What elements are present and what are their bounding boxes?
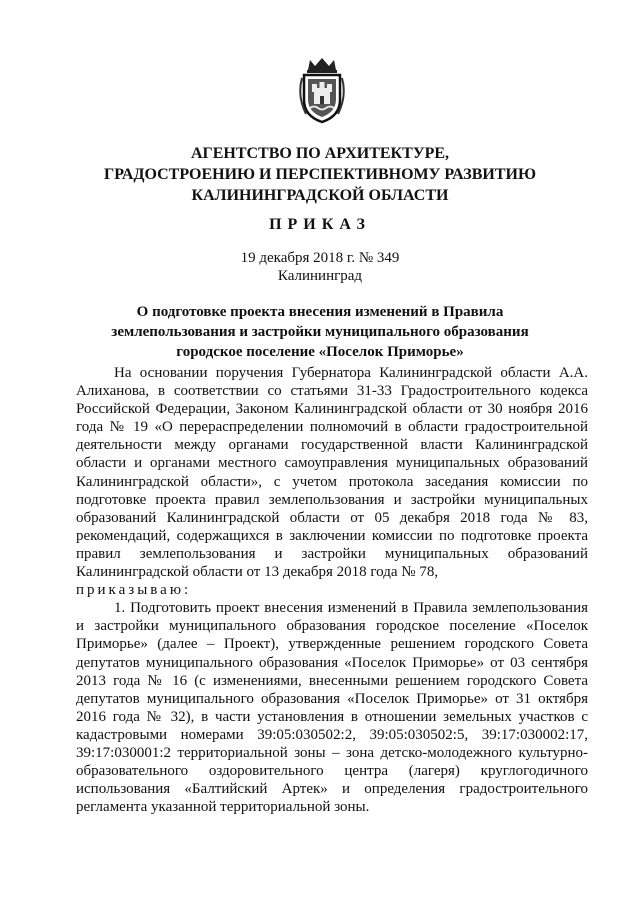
document-body — [76, 364, 588, 816]
agency-name-line-3: КАЛИНИНГРАДСКОЙ ОБЛАСТИ — [191, 187, 449, 204]
document-title-line-2: землепользования и застройки муниципального образования — [111, 324, 529, 340]
document-title — [80, 302, 560, 362]
document-date-number: 19 декабря 2018 г. № 349 — [240, 250, 400, 266]
preamble-paragraph: На основании поручения Губернатора Калининградской области А.А. Алиханова, в соответствии со статьями 31-33 Градостроительного кодекса Российской Федерации, Законом Калининградской области от 30 ноября 2016 года № 19 «О перераспределении полномочий в области градостроительной деятельности между органами государственной власти Калининградской области и органами местного самоуправления муниципальных образований Калининградской области», с учетом протокола заседания комиссии по подготовке проекта правил землепользования и застройки муниципальных образований Калининградской области от 05 декабря 2018 года № 83, рекомендаций, содержащихся в заключении комиссии по подготовке проекта правил землепользования и застройки муниципальных образований Калининградской области от 13 декабря 2018 года № 78, — [76, 365, 588, 581]
document-type: ПРИКАЗ — [269, 216, 371, 233]
item-1-paragraph: 1. Подготовить проект внесения изменений в Правила землепользования и застройки муниципального образования городское поселение «Поселок Приморье» (далее – Проект), утвержденные решением городского Совета депутатов муниципального образования «Поселок Приморье» от 03 сентября 2013 года № 16 (с изменениями, внесенными решением городского Совета депутатов муниципального образования «Поселок Приморье» от 31 октября 2016 года № 32), в части установления в отношении земельных участков с кадастровыми номерами 39:05:030502:2, 39:05:030502:5, 39:17:030002:17, 39:17:030001:2 территориальной зоны – зона детско-молодежного культурно-образовательного оздоровительного центра (лагеря) круглогодичного использования «Балтийский Артек» и определения градостроительного регламента указанной территориальной зоны. — [76, 600, 588, 816]
agency-name-line-1: АГЕНТСТВО ПО АРХИТЕКТУРЕ, — [190, 145, 450, 162]
document-place: Калининград — [277, 268, 363, 284]
document-title-line-3: городское поселение «Поселок Приморье» — [176, 344, 464, 360]
coat-of-arms-icon — [296, 56, 348, 124]
agency-name — [0, 143, 640, 206]
order-line — [76, 581, 588, 599]
document-title-line-1: О подготовке проекта внесения изменений в Правила — [136, 304, 504, 320]
order-word: приказываю: — [76, 582, 192, 599]
agency-name-line-2: ГРАДОСТРОЕНИЮ И ПЕРСПЕКТИВНОМУ РАЗВИТИЮ — [104, 166, 536, 183]
